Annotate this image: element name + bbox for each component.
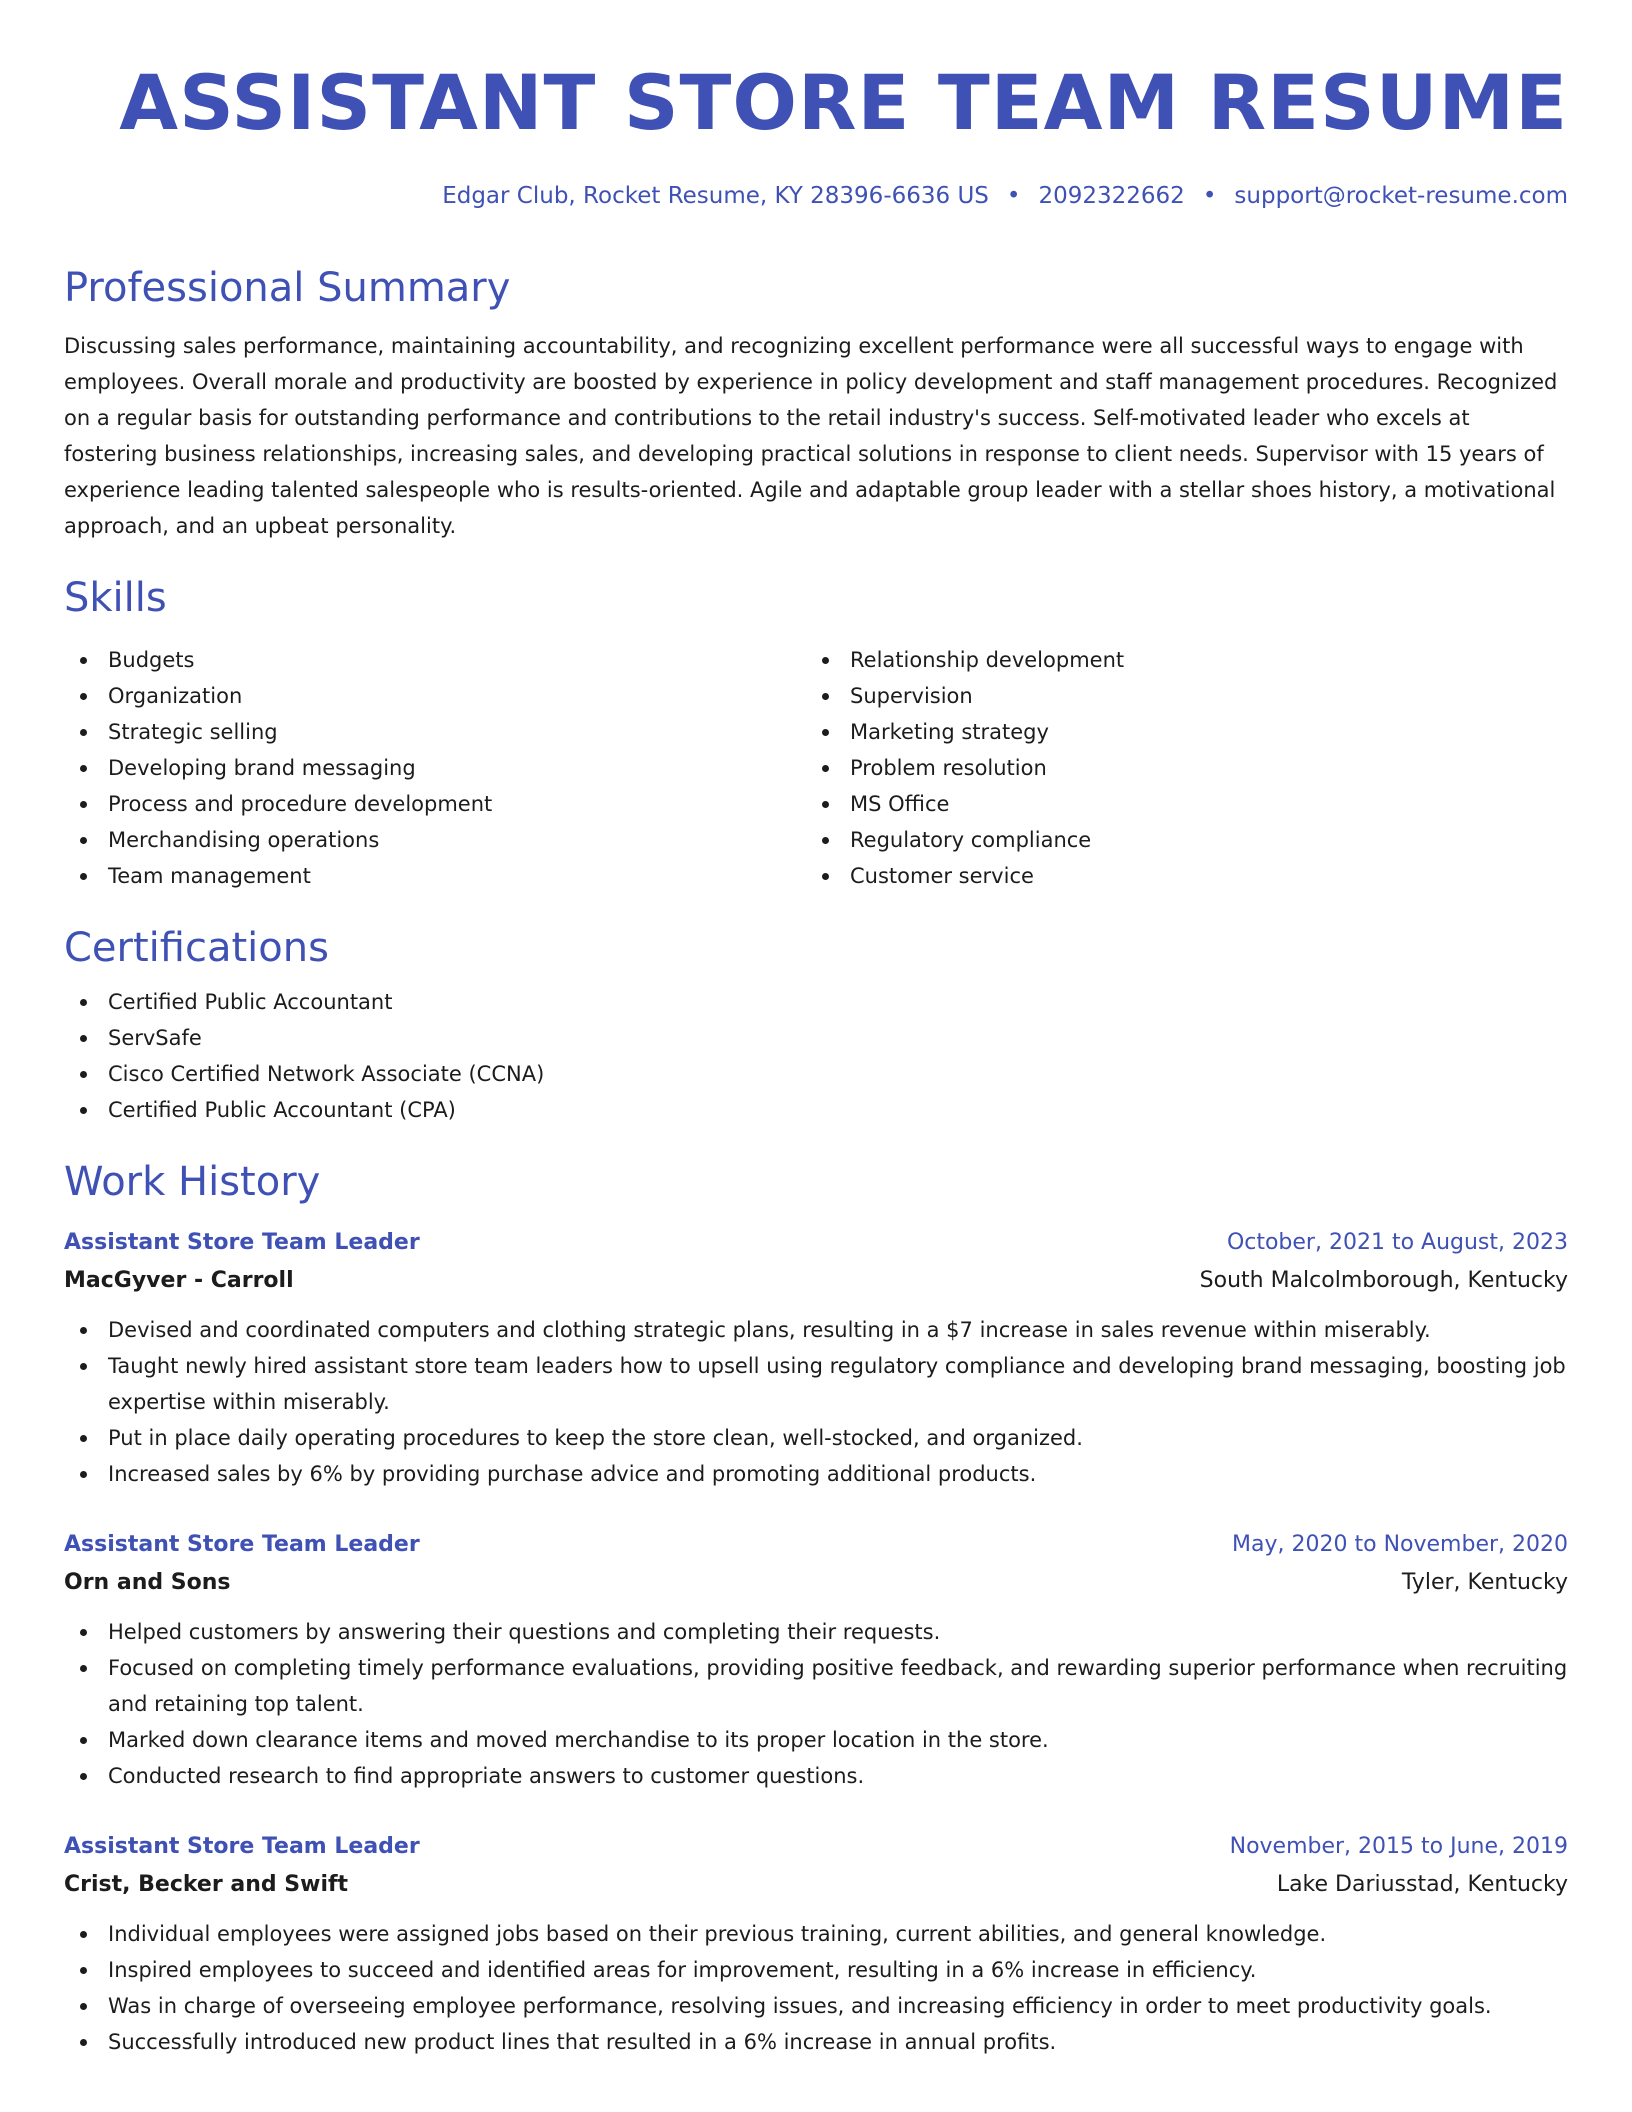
job-dates: May, 2020 to November, 2020: [1232, 1532, 1568, 1557]
job-duty-item: Was in charge of overseeing employee performance, resolving issues, and increasing efficiency in order to meet productivity goals.: [64, 1988, 1568, 2024]
job-title: Assistant Store Team Leader: [64, 1834, 420, 1859]
bullet-icon: [80, 1967, 87, 1974]
contact-separator: •: [1202, 183, 1217, 209]
bullet-icon: [80, 1435, 87, 1442]
bullet-icon: [822, 765, 829, 772]
skill-item: Merchandising operations: [64, 822, 806, 858]
job-duty-item: Marked down clearance items and moved merchandise to its proper location in the store.: [64, 1722, 1568, 1758]
job-dates: October, 2021 to August, 2023: [1226, 1230, 1568, 1255]
job-location: Lake Dariusstad, Kentucky: [1276, 1872, 1568, 1897]
contact-address: Edgar Club, Rocket Resume, KY 28396-6636 US: [442, 183, 989, 209]
bullet-icon: [80, 1107, 87, 1114]
contact-separator: •: [1006, 183, 1021, 209]
summary-text: Discussing sales performance, maintaining accountability, and recognizing excellent performance were all successful ways to engage with employees. Overall morale and productivity are boosted by experience in policy development and staff management procedures. Recognized on a regular basis for outstanding performance and contributions to the retail industry's success. Self-motivated leader who excels at fostering business relationships, increasing sales, and developing practical solutions in response to client needs. Supervisor with 15 years of experience leading talented salespeople who is results-oriented. Agile and adaptable group leader with a stellar shoes history, a motivational approach, and an upbeat personality.: [64, 334, 1558, 538]
job-duty-item: Successfully introduced new product lines that resulted in a 6% increase in annual profits.: [64, 2024, 1568, 2060]
skills-list-left: [64, 642, 806, 894]
job-duty-item: Helped customers by answering their questions and completing their requests.: [64, 1614, 1568, 1650]
skills-column-left: [64, 634, 806, 894]
skill-item: Organization: [64, 678, 806, 714]
bullet-icon: [80, 765, 87, 772]
job-location: Tyler, Kentucky: [1401, 1570, 1568, 1595]
skill-item: Team management: [64, 858, 806, 894]
skill-item: Developing brand messaging: [64, 750, 806, 786]
job-duty-item: Increased sales by 6% by providing purchase advice and promoting additional products.: [64, 1456, 1568, 1492]
job-duty-item: Conducted research to find appropriate answers to customer questions.: [64, 1758, 1568, 1794]
bullet-icon: [822, 837, 829, 844]
job-duty-item: Inspired employees to succeed and identified areas for improvement, resulting in a 6% increase in efficiency.: [64, 1952, 1568, 1988]
skills-list-right: [806, 642, 1548, 894]
contact-phone: 2092322662: [1038, 183, 1185, 209]
bullet-icon: [80, 801, 87, 808]
job-dates: November, 2015 to June, 2019: [1229, 1834, 1568, 1859]
bullet-icon: [80, 1363, 87, 1370]
job-entry: [64, 1526, 1568, 1794]
job-entry: [64, 1828, 1568, 2060]
resume-title: ASSISTANT STORE TEAM RESUME: [119, 58, 1568, 147]
bullet-icon: [80, 1737, 87, 1744]
bullet-icon: [80, 2003, 87, 2010]
job-duty-item: Put in place daily operating procedures to keep the store clean, well-stocked, and organized.: [64, 1420, 1568, 1456]
skill-item: Budgets: [64, 642, 806, 678]
job-location: South Malcolmborough, Kentucky: [1199, 1268, 1568, 1293]
summary-heading: Professional Summary: [64, 265, 511, 311]
contact-email[interactable]: support@rocket-resume.com: [1234, 183, 1568, 209]
summary-section: [64, 260, 1568, 544]
bullet-icon: [80, 2039, 87, 2046]
work-history-section: [64, 1154, 1568, 2060]
bullet-icon: [822, 693, 829, 700]
bullet-icon: [822, 729, 829, 736]
certification-item: ServSafe: [64, 1020, 1568, 1056]
job-duties-list: [64, 1916, 1568, 2060]
job-duty-item: Focused on completing timely performance evaluations, providing positive feedback, and rewarding superior performance when recruiting and retaining top talent.: [64, 1650, 1568, 1722]
bullet-icon: [80, 873, 87, 880]
bullet-icon: [80, 999, 87, 1006]
certification-item: Certified Public Accountant: [64, 984, 1568, 1020]
bullet-icon: [80, 1071, 87, 1078]
bullet-icon: [80, 693, 87, 700]
job-title: Assistant Store Team Leader: [64, 1532, 420, 1557]
bullet-icon: [80, 1665, 87, 1672]
work-history-heading: Work History: [64, 1159, 321, 1205]
skill-item: Relationship development: [806, 642, 1548, 678]
job-company: Crist, Becker and Swift: [64, 1872, 349, 1897]
job-duty-item: Individual employees were assigned jobs based on their previous training, current abilities, and general knowledge.: [64, 1916, 1568, 1952]
bullet-icon: [80, 1035, 87, 1042]
bullet-icon: [822, 801, 829, 808]
job-duties-list: [64, 1312, 1568, 1492]
certifications-heading: Certifications: [64, 925, 329, 971]
skill-item: Supervision: [806, 678, 1548, 714]
skill-item: Process and procedure development: [64, 786, 806, 822]
job-company: MacGyver - Carroll: [64, 1268, 294, 1293]
certification-item: Cisco Certified Network Associate (CCNA): [64, 1056, 1568, 1092]
skills-column-right: [806, 634, 1548, 894]
certifications-list: [64, 984, 1568, 1128]
skill-item: Marketing strategy: [806, 714, 1548, 750]
bullet-icon: [822, 873, 829, 880]
bullet-icon: [80, 729, 87, 736]
bullet-icon: [80, 657, 87, 664]
bullet-icon: [80, 1773, 87, 1780]
bullet-icon: [80, 1471, 87, 1478]
skill-item: Customer service: [806, 858, 1548, 894]
certifications-section: [64, 920, 1568, 1128]
certification-item: Certified Public Accountant (CPA): [64, 1092, 1568, 1128]
job-duty-item: Devised and coordinated computers and clothing strategic plans, resulting in a $7 increase in sales revenue within miserably.: [64, 1312, 1568, 1348]
skill-item: MS Office: [806, 786, 1548, 822]
job-duty-item: Taught newly hired assistant store team leaders how to upsell using regulatory compliance and developing brand messaging, boosting job expertise within miserably.: [64, 1348, 1568, 1420]
bullet-icon: [822, 657, 829, 664]
job-entry: [64, 1224, 1568, 1492]
skills-section: [64, 570, 1568, 894]
bullet-icon: [80, 1327, 87, 1334]
resume-content: [64, 260, 1568, 2060]
skill-item: Problem resolution: [806, 750, 1548, 786]
skill-item: Strategic selling: [64, 714, 806, 750]
bullet-icon: [80, 1629, 87, 1636]
skills-heading: Skills: [64, 575, 167, 621]
job-title: Assistant Store Team Leader: [64, 1230, 420, 1255]
contact-line: [442, 180, 1568, 212]
job-duties-list: [64, 1614, 1568, 1794]
bullet-icon: [80, 1931, 87, 1938]
job-company: Orn and Sons: [64, 1570, 231, 1595]
skill-item: Regulatory compliance: [806, 822, 1548, 858]
bullet-icon: [80, 837, 87, 844]
skills-columns: [64, 634, 1568, 894]
